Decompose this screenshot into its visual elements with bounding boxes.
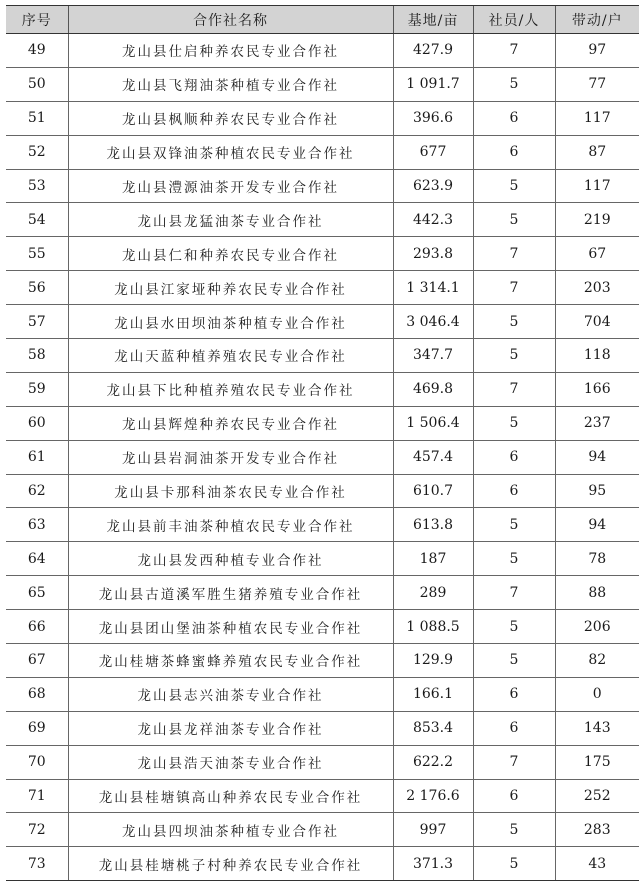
table-row <box>6 406 639 440</box>
table-row <box>6 135 639 169</box>
cell-households: 283 <box>555 813 639 847</box>
cell-members: 5 <box>473 406 555 440</box>
table-row <box>6 67 639 101</box>
cell-members: 7 <box>473 34 555 68</box>
cell-cooperative-name: 龙山县浩天油茶专业合作社 <box>68 745 393 779</box>
cell-cooperative-name: 龙山县江家垭种养农民专业合作社 <box>68 271 393 305</box>
table-row <box>6 813 639 847</box>
cell-cooperative-name: 龙山县桂塘镇高山种养农民专业合作社 <box>68 779 393 813</box>
cell-base-area: 469.8 <box>393 372 473 406</box>
cell-serial-number: 64 <box>6 542 68 576</box>
cell-members: 5 <box>473 339 555 373</box>
cell-cooperative-name: 龙山县双锋油茶种植农民专业合作社 <box>68 135 393 169</box>
cell-base-area: 1 506.4 <box>393 406 473 440</box>
cell-members: 5 <box>473 847 555 881</box>
cell-serial-number: 71 <box>6 779 68 813</box>
cell-cooperative-name: 龙山县仁和种养农民专业合作社 <box>68 237 393 271</box>
cell-households: 88 <box>555 576 639 610</box>
cell-base-area: 1 091.7 <box>393 67 473 101</box>
cell-members: 7 <box>473 745 555 779</box>
cell-serial-number: 56 <box>6 271 68 305</box>
cell-cooperative-name: 龙山县龙猛油茶专业合作社 <box>68 203 393 237</box>
cell-base-area: 997 <box>393 813 473 847</box>
cell-cooperative-name: 龙山县下比种植养殖农民专业合作社 <box>68 372 393 406</box>
cell-base-area: 442.3 <box>393 203 473 237</box>
cell-serial-number: 54 <box>6 203 68 237</box>
cell-cooperative-name: 龙山县龙祥油茶专业合作社 <box>68 711 393 745</box>
cell-members: 7 <box>473 237 555 271</box>
table-row <box>6 203 639 237</box>
table-row <box>6 474 639 508</box>
cell-cooperative-name: 龙山县岩洞油茶开发专业合作社 <box>68 440 393 474</box>
table-row <box>6 542 639 576</box>
cell-members: 5 <box>473 305 555 339</box>
cell-households: 117 <box>555 101 639 135</box>
cell-serial-number: 68 <box>6 677 68 711</box>
cell-base-area: 457.4 <box>393 440 473 474</box>
table-row <box>6 576 639 610</box>
cell-cooperative-name: 龙山县古道溪军胜生猪养殖专业合作社 <box>68 576 393 610</box>
cell-cooperative-name: 龙山天蓝种植养殖农民专业合作社 <box>68 339 393 373</box>
cell-households: 0 <box>555 677 639 711</box>
cell-base-area: 289 <box>393 576 473 610</box>
cell-base-area: 3 046.4 <box>393 305 473 339</box>
cell-members: 5 <box>473 508 555 542</box>
cell-members: 7 <box>473 576 555 610</box>
cell-cooperative-name: 龙山县水田坝油茶种植专业合作社 <box>68 305 393 339</box>
cell-serial-number: 53 <box>6 169 68 203</box>
cell-serial-number: 66 <box>6 610 68 644</box>
cell-members: 7 <box>473 372 555 406</box>
cell-households: 87 <box>555 135 639 169</box>
table-row <box>6 34 639 68</box>
cell-households: 94 <box>555 508 639 542</box>
cell-serial-number: 65 <box>6 576 68 610</box>
cell-serial-number: 49 <box>6 34 68 68</box>
cell-households: 704 <box>555 305 639 339</box>
cell-members: 5 <box>473 169 555 203</box>
cell-households: 175 <box>555 745 639 779</box>
cell-cooperative-name: 龙山县四坝油茶种植专业合作社 <box>68 813 393 847</box>
cell-households: 67 <box>555 237 639 271</box>
cell-base-area: 610.7 <box>393 474 473 508</box>
cell-households: 78 <box>555 542 639 576</box>
table-row <box>6 372 639 406</box>
table-row <box>6 508 639 542</box>
cell-base-area: 187 <box>393 542 473 576</box>
table-row <box>6 271 639 305</box>
header-cooperative-name: 合作社名称 <box>68 6 393 34</box>
cell-serial-number: 50 <box>6 67 68 101</box>
table-body <box>6 34 639 881</box>
cell-cooperative-name: 龙山县飞翔油茶种植专业合作社 <box>68 67 393 101</box>
header-members: 社员/人 <box>473 6 555 34</box>
table-row <box>6 305 639 339</box>
cell-households: 237 <box>555 406 639 440</box>
cell-households: 166 <box>555 372 639 406</box>
cell-base-area: 623.9 <box>393 169 473 203</box>
cell-serial-number: 69 <box>6 711 68 745</box>
cell-households: 219 <box>555 203 639 237</box>
table-row <box>6 677 639 711</box>
cell-households: 82 <box>555 644 639 678</box>
cell-households: 252 <box>555 779 639 813</box>
cell-members: 6 <box>473 711 555 745</box>
cell-members: 6 <box>473 677 555 711</box>
cell-households: 97 <box>555 34 639 68</box>
header-row <box>6 6 639 34</box>
cell-serial-number: 61 <box>6 440 68 474</box>
table-row <box>6 237 639 271</box>
cell-serial-number: 57 <box>6 305 68 339</box>
table-row <box>6 440 639 474</box>
cell-serial-number: 70 <box>6 745 68 779</box>
cell-households: 77 <box>555 67 639 101</box>
cell-serial-number: 58 <box>6 339 68 373</box>
cell-serial-number: 63 <box>6 508 68 542</box>
cell-serial-number: 60 <box>6 406 68 440</box>
header-serial-number: 序号 <box>6 6 68 34</box>
cell-base-area: 347.7 <box>393 339 473 373</box>
cell-households: 117 <box>555 169 639 203</box>
cell-households: 43 <box>555 847 639 881</box>
cell-members: 5 <box>473 644 555 678</box>
table-row <box>6 711 639 745</box>
cell-cooperative-name: 龙山县卡那科油茶农民专业合作社 <box>68 474 393 508</box>
cell-serial-number: 52 <box>6 135 68 169</box>
cell-base-area: 2 176.6 <box>393 779 473 813</box>
cell-base-area: 853.4 <box>393 711 473 745</box>
cell-base-area: 293.8 <box>393 237 473 271</box>
cell-serial-number: 62 <box>6 474 68 508</box>
cell-base-area: 371.3 <box>393 847 473 881</box>
cell-cooperative-name: 龙山县仕启种养农民专业合作社 <box>68 34 393 68</box>
cell-members: 5 <box>473 67 555 101</box>
cell-members: 6 <box>473 101 555 135</box>
cell-cooperative-name: 龙山县发西种植专业合作社 <box>68 542 393 576</box>
header-base-area: 基地/亩 <box>393 6 473 34</box>
cell-cooperative-name: 龙山县志兴油茶专业合作社 <box>68 677 393 711</box>
cell-cooperative-name: 龙山桂塘茶蜂蜜蜂养殖农民专业合作社 <box>68 644 393 678</box>
cell-cooperative-name: 龙山县辉煌种养农民专业合作社 <box>68 406 393 440</box>
cell-base-area: 613.8 <box>393 508 473 542</box>
cell-households: 206 <box>555 610 639 644</box>
cell-serial-number: 59 <box>6 372 68 406</box>
cell-members: 5 <box>473 610 555 644</box>
cell-members: 5 <box>473 542 555 576</box>
cell-base-area: 1 314.1 <box>393 271 473 305</box>
cell-serial-number: 67 <box>6 644 68 678</box>
cell-members: 5 <box>473 203 555 237</box>
cell-members: 6 <box>473 779 555 813</box>
table-row <box>6 339 639 373</box>
cell-cooperative-name: 龙山县团山堡油茶种植农民专业合作社 <box>68 610 393 644</box>
table-row <box>6 745 639 779</box>
table-row <box>6 169 639 203</box>
table-row <box>6 644 639 678</box>
cell-households: 143 <box>555 711 639 745</box>
cell-cooperative-name: 龙山县澧源油茶开发专业合作社 <box>68 169 393 203</box>
cell-cooperative-name: 龙山县前丰油茶种植农民专业合作社 <box>68 508 393 542</box>
cell-cooperative-name: 龙山县枫顺种养农民专业合作社 <box>68 101 393 135</box>
cell-members: 7 <box>473 271 555 305</box>
table-row <box>6 847 639 881</box>
cell-serial-number: 72 <box>6 813 68 847</box>
cell-members: 6 <box>473 474 555 508</box>
cell-base-area: 622.2 <box>393 745 473 779</box>
cell-households: 203 <box>555 271 639 305</box>
cell-base-area: 1 088.5 <box>393 610 473 644</box>
cell-members: 5 <box>473 813 555 847</box>
cell-base-area: 166.1 <box>393 677 473 711</box>
cell-serial-number: 51 <box>6 101 68 135</box>
cell-serial-number: 55 <box>6 237 68 271</box>
cell-members: 6 <box>473 135 555 169</box>
cell-cooperative-name: 龙山县桂塘桃子村种养农民专业合作社 <box>68 847 393 881</box>
cell-base-area: 427.9 <box>393 34 473 68</box>
cell-households: 95 <box>555 474 639 508</box>
cell-base-area: 677 <box>393 135 473 169</box>
cooperative-table <box>6 5 639 881</box>
table-header <box>6 6 639 34</box>
cell-base-area: 129.9 <box>393 644 473 678</box>
cell-base-area: 396.6 <box>393 101 473 135</box>
table-row <box>6 610 639 644</box>
cell-households: 94 <box>555 440 639 474</box>
header-households: 带动/户 <box>555 6 639 34</box>
cell-members: 6 <box>473 440 555 474</box>
table-row <box>6 779 639 813</box>
table-row <box>6 101 639 135</box>
cell-households: 118 <box>555 339 639 373</box>
cell-serial-number: 73 <box>6 847 68 881</box>
